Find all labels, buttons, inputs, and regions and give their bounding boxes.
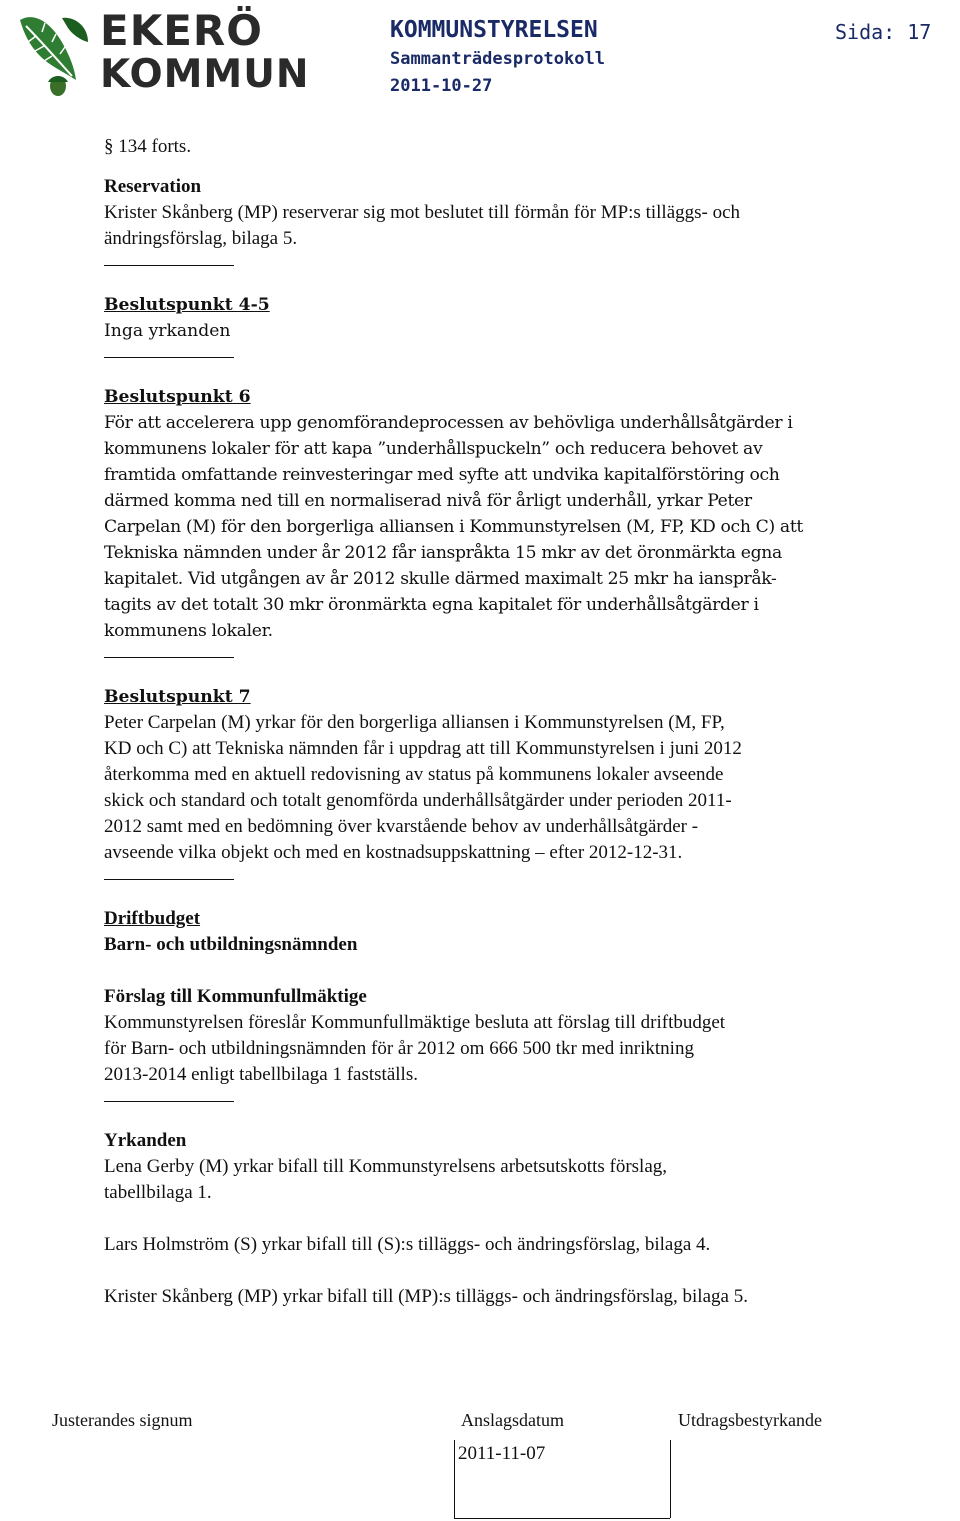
- text-line: För att accelerera upp genomförandeprocessen av behövliga underhållsåtgärder i: [104, 413, 793, 433]
- section-heading: Beslutspunkt 6: [104, 387, 251, 407]
- text-line: återkomma med en aktuell redovisning av status på kommunens lokaler avseende: [104, 764, 724, 785]
- header-document-type: Sammanträdesprotokoll: [390, 49, 605, 69]
- header-page-number: Sida: 17: [835, 20, 932, 44]
- text-line: framtida omfattande reinvesteringar med syfte att undvika kapitalförstöring och: [104, 465, 780, 485]
- text-line: tagits av det totalt 30 mkr öronmärkta egna kapitalet för underhållsåtgärder i: [104, 595, 759, 615]
- text-line: Krister Skånberg (MP) yrkar bifall till (MP):s tilläggs- och ändringsförslag, bilaga 5.: [104, 1286, 748, 1307]
- logo-text-kommun: KOMMUN: [100, 52, 310, 97]
- section-heading: Driftbudget: [104, 908, 201, 929]
- anslag-date: 2011-11-07: [458, 1443, 546, 1464]
- proposal-heading: Förslag till Kommunfullmäktige: [104, 986, 367, 1007]
- text-line: Inga yrkanden: [104, 321, 231, 341]
- text-line: 2012 samt med en bedömning över kvarstående behov av underhållsåtgärder -: [104, 816, 699, 837]
- section-heading: Beslutspunkt 7: [104, 687, 251, 707]
- footer-divider: [454, 1440, 455, 1518]
- municipality-logo: [14, 6, 310, 98]
- text-line: ändringsförslag, bilaga 5.: [104, 228, 298, 249]
- footer-divider: [670, 1440, 671, 1518]
- footer-baseline: [454, 1518, 670, 1519]
- section-beslutspunkt-7: [104, 684, 954, 866]
- text-line: Carpelan (M) för den borgerliga alliansen i Kommunstyrelsen (M, FP, KD och C) att: [104, 517, 803, 537]
- text-line: KD och C) att Tekniska nämnden får i uppdrag att till Kommunstyrelsen i juni 2012: [104, 738, 742, 759]
- separator-rule: [104, 1088, 954, 1114]
- section-heading: Yrkanden: [104, 1130, 187, 1151]
- text-line: skick och standard och totalt genomförda underhållsåtgärder under perioden 2011-: [104, 790, 732, 811]
- header-meeting-date: 2011-10-27: [390, 76, 493, 96]
- section-reservation: [104, 174, 954, 252]
- text-line: tabellbilaga 1.: [104, 1182, 212, 1203]
- label-utdragsbestyrkande: Utdragsbestyrkande: [678, 1410, 822, 1430]
- text-line: därmed komma ned till en normaliserad nivå för årligt underhåll, yrkar Peter: [104, 491, 752, 511]
- text-line: Peter Carpelan (M) yrkar för den borgerliga alliansen i Kommunstyrelsen (M, FP,: [104, 712, 725, 733]
- text-line: Tekniska nämnden under år 2012 får ianspråkta 15 mkr av det öronmärkta egna: [104, 543, 782, 563]
- text-line: kommunens lokaler för att kapa ”underhållspuckeln” och reducera behovet av: [104, 439, 763, 459]
- header-organization: KOMMUNSTYRELSEN: [390, 17, 598, 43]
- text-line: 2013-2014 enligt tabellbilaga 1 fastställs.: [104, 1064, 418, 1085]
- separator-rule: [104, 252, 954, 278]
- label-anslagsdatum: Anslagsdatum: [461, 1410, 564, 1430]
- section-heading: Beslutspunkt 4-5: [104, 295, 270, 315]
- text-line: Kommunstyrelsen föreslår Kommunfullmäktige besluta att förslag till driftbudget: [104, 1012, 726, 1033]
- section-yrkanden: [104, 1128, 954, 1310]
- section-beslutspunkt-6: [104, 384, 954, 644]
- section-beslutspunkt-4-5: [104, 292, 954, 344]
- text-line: Lars Holmström (S) yrkar bifall till (S):s tilläggs- och ändringsförslag, bilaga 4.: [104, 1234, 711, 1255]
- text-line: Krister Skånberg (MP) reserverar sig mot beslutet till förmån för MP:s tilläggs- och: [104, 202, 741, 223]
- logo-text-ekero: EKERÖ: [100, 6, 263, 55]
- text-line: kommunens lokaler.: [104, 621, 273, 641]
- text-line: Lena Gerby (M) yrkar bifall till Kommunstyrelsens arbetsutskotts förslag,: [104, 1156, 668, 1177]
- paragraph-reference: § 134 forts.: [104, 136, 192, 157]
- separator-rule: [104, 866, 954, 892]
- section-subheading: Barn- och utbildningsnämnden: [104, 934, 358, 955]
- text-line: kapitalet. Vid utgången av år 2012 skulle därmed maximalt 25 mkr ha ianspråk-: [104, 569, 777, 589]
- separator-rule: [104, 644, 954, 670]
- section-driftbudget: [104, 906, 954, 1088]
- text-line: för Barn- och utbildningsnämnden för år 2012 om 666 500 tkr med inriktning: [104, 1038, 694, 1059]
- label-justerandes-signum: Justerandes signum: [52, 1410, 193, 1430]
- protocol-body: [104, 134, 954, 1310]
- separator-rule: [104, 344, 954, 370]
- oak-leaf-acorn-icon: [14, 6, 94, 98]
- text-line: avseende vilka objekt och med en kostnadsuppskattning – efter 2012-12-31.: [104, 842, 683, 863]
- section-heading: Reservation: [104, 176, 202, 197]
